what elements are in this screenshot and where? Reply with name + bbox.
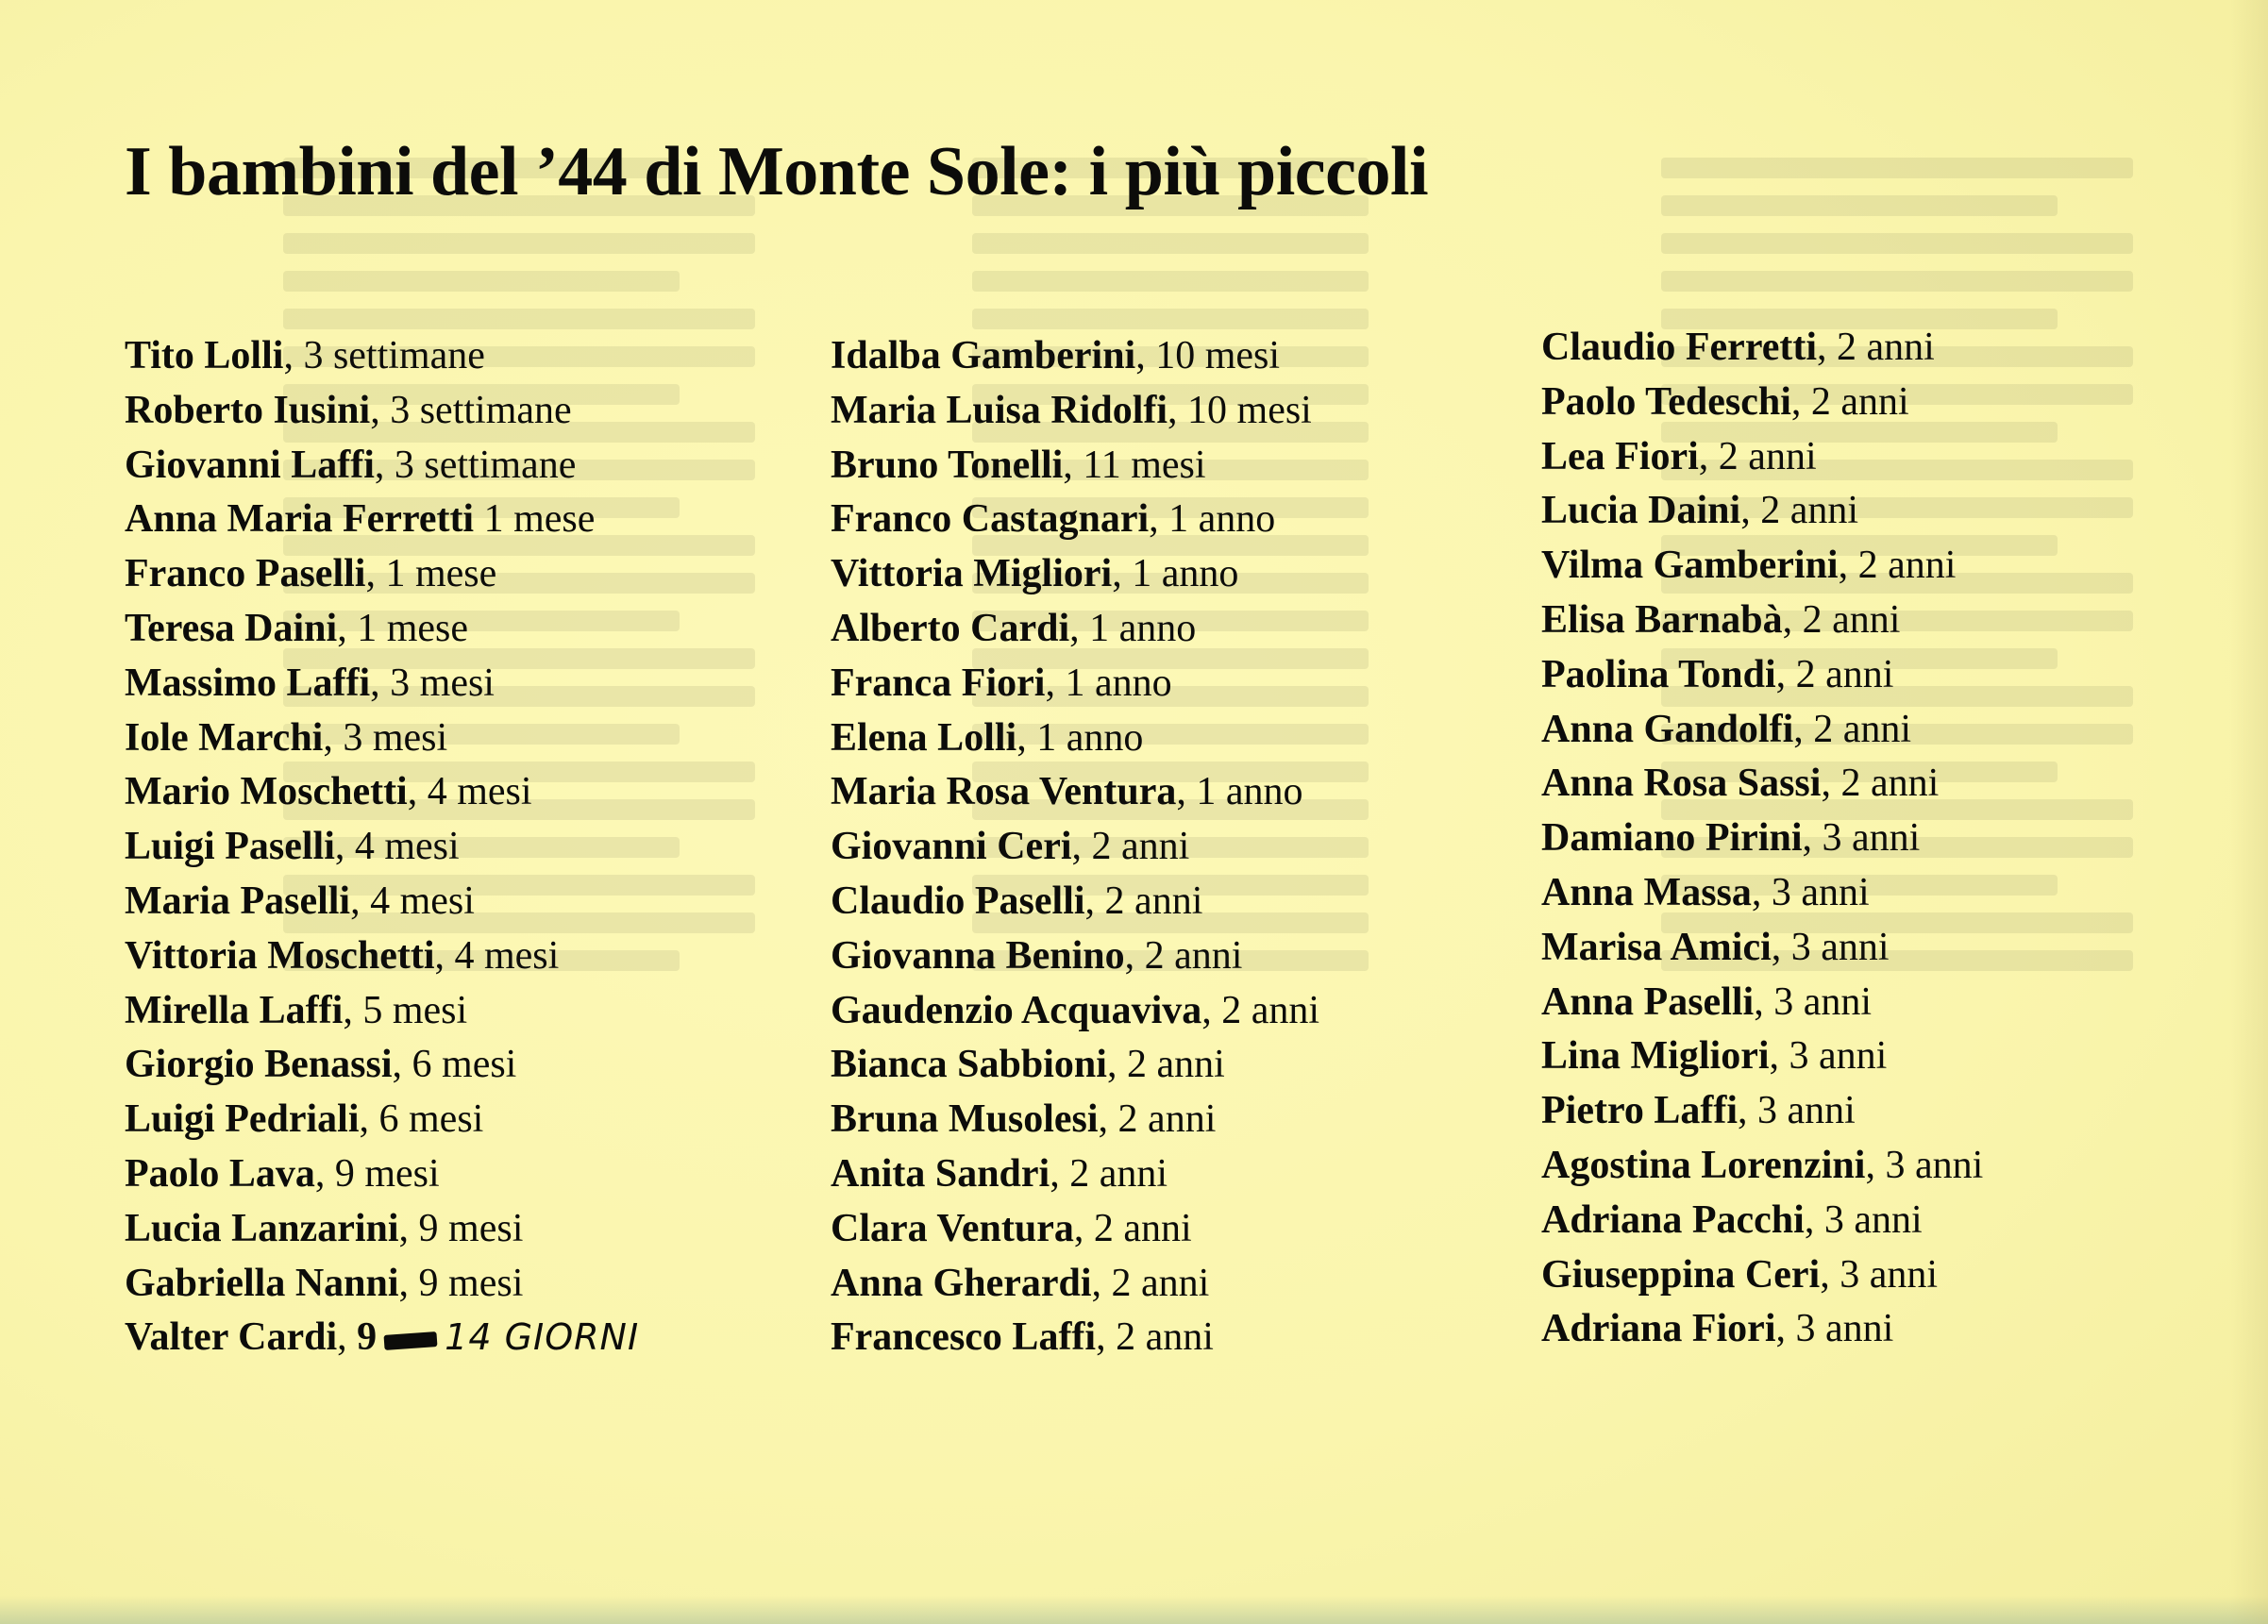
child-entry [1541, 757, 1983, 812]
child-entry [1541, 976, 1983, 1030]
child-name: Massimo Laffi [125, 661, 371, 705]
child-age: , 6 mesi [359, 1097, 484, 1142]
child-entry [125, 602, 639, 657]
child-entry [831, 875, 1319, 929]
child-age: , 9 mesi [398, 1206, 524, 1250]
child-entry [831, 984, 1319, 1039]
child-name: Luigi Paselli [125, 825, 335, 869]
child-name: Elisa Barnabà [1541, 597, 1783, 642]
child-entry [831, 820, 1319, 875]
child-name: Tito Lolli [125, 334, 284, 377]
child-age: , 3 settimane [374, 443, 577, 487]
child-entry [831, 1311, 1319, 1365]
child-age: , 3 anni [1738, 1089, 1856, 1133]
child-entry-corrected [125, 1311, 639, 1365]
child-age: , 2 anni [1782, 597, 1901, 642]
child-age: , 4 mesi [407, 770, 532, 814]
child-age: , 9 mesi [314, 1151, 440, 1196]
child-entry [1541, 594, 1983, 648]
child-age: , 2 anni [1821, 762, 1940, 806]
child-name: Marisa Amici [1541, 925, 1772, 969]
child-age: , 3 anni [1775, 1307, 1894, 1351]
child-entry [125, 984, 639, 1039]
child-age: , 3 anni [1771, 925, 1890, 969]
child-age: , 1 mese [365, 552, 497, 596]
child-entry [831, 493, 1319, 547]
child-age: , 10 mesi [1168, 388, 1312, 432]
child-entry [831, 439, 1319, 494]
child-age: 1 mese [474, 497, 596, 542]
child-name: Luigi Pedriali [125, 1097, 360, 1142]
child-age: , 2 anni [1073, 1206, 1192, 1250]
child-age: , 11 mesi [1063, 443, 1206, 487]
child-name: Anna Gherardi [831, 1261, 1092, 1305]
column-1 [125, 329, 639, 1365]
child-entry [831, 929, 1319, 984]
child-age: , 1 anno [1069, 606, 1197, 650]
child-entry [831, 602, 1319, 657]
child-name: Lucia Lanzarini [125, 1206, 399, 1250]
child-entry [831, 547, 1319, 602]
child-name: Anna Rosa Sassi [1541, 762, 1822, 806]
child-name: Franca Fiori [831, 661, 1046, 705]
child-entry [1541, 1194, 1983, 1248]
printed-number: 9 [357, 1315, 378, 1360]
child-age: , 2 anni [1096, 1315, 1214, 1360]
handwritten-text: 14 GIORNI [445, 1316, 640, 1359]
child-age: , 2 anni [1201, 988, 1320, 1032]
child-name: Bruna Musolesi [831, 1097, 1099, 1142]
child-name: Maria Rosa Ventura [831, 770, 1177, 814]
child-entry [831, 1093, 1319, 1147]
child-name: Iole Marchi [125, 715, 324, 760]
child-entry [1541, 1084, 1983, 1139]
child-entry [1541, 866, 1983, 921]
child-age: , 1 anno [1112, 552, 1239, 596]
child-name: Franco Paselli [125, 552, 366, 596]
child-name: Damiano Pirini [1541, 816, 1803, 861]
child-name: Anna Paselli [1541, 979, 1755, 1024]
child-entry [1541, 648, 1983, 703]
child-name: Giovanni Laffi [125, 443, 375, 487]
child-name: Giuseppina Ceri [1541, 1252, 1821, 1297]
child-age: , 10 mesi [1135, 334, 1281, 377]
child-name: Vilma Gamberini [1541, 544, 1839, 588]
child-name: Idalba Gamberini [831, 334, 1136, 377]
child-entry [125, 439, 639, 494]
child-age: , 9 mesi [398, 1261, 524, 1305]
child-name: Giorgio Benassi [125, 1043, 393, 1087]
child-name: Roberto Iusini [125, 388, 371, 432]
child-entry [125, 493, 639, 547]
strikethrough-mark [384, 1331, 438, 1350]
child-name: Maria Paselli [125, 879, 351, 923]
child-entry [831, 765, 1319, 820]
child-age: , 3 anni [1754, 979, 1873, 1024]
child-entry [125, 1093, 639, 1147]
child-name: Anita Sandri [831, 1151, 1050, 1196]
child-entry [1541, 703, 1983, 758]
child-name: Mirella Laffi [125, 988, 344, 1032]
child-entry [125, 765, 639, 820]
child-entry [831, 1038, 1319, 1093]
child-entry [125, 929, 639, 984]
child-name: Gabriella Nanni [125, 1261, 399, 1305]
child-age: , 2 anni [1106, 1043, 1225, 1087]
child-age: , 2 anni [1740, 489, 1859, 533]
child-age: , 3 settimane [370, 388, 572, 432]
child-entry [1541, 1030, 1983, 1084]
child-entry [831, 1202, 1319, 1257]
child-entry [125, 547, 639, 602]
child-name: Paolo Lava [125, 1151, 315, 1196]
child-name: Paolina Tondi [1541, 652, 1776, 696]
child-entry [1541, 1302, 1983, 1357]
child-name: Claudio Paselli [831, 879, 1085, 923]
child-entry [831, 1147, 1319, 1202]
child-age: , 4 mesi [334, 825, 460, 869]
child-age: , 3 anni [1865, 1143, 1984, 1187]
child-age: , 2 anni [1838, 544, 1957, 588]
child-name: Pietro Laffi [1541, 1089, 1738, 1133]
child-name: Claudio Ferretti [1541, 326, 1817, 369]
separator: , [337, 1315, 358, 1360]
child-age: , 2 anni [1124, 933, 1243, 978]
child-name: Anna Maria Ferretti [125, 497, 475, 542]
child-age: , 2 anni [1698, 434, 1817, 478]
child-age: , 3 settimane [283, 334, 485, 377]
child-entry [125, 875, 639, 929]
child-name: Vittoria Moschetti [125, 933, 435, 978]
child-age: , 4 mesi [350, 879, 475, 923]
column-2 [831, 329, 1319, 1365]
handwritten-correction [357, 1311, 639, 1365]
child-entry [1541, 376, 1983, 430]
child-name: Agostina Lorenzini [1541, 1143, 1866, 1187]
child-name: Bruno Tonelli [831, 443, 1064, 487]
child-name: Lucia Daini [1541, 489, 1741, 533]
child-age: , 3 mesi [370, 661, 495, 705]
child-age: , 4 mesi [434, 933, 560, 978]
child-name: Giovanni Ceri [831, 825, 1072, 869]
child-name: Lea Fiori [1541, 434, 1699, 478]
child-entry [125, 384, 639, 439]
child-name: Anna Gandolfi [1541, 707, 1794, 751]
child-name: Vittoria Migliori [831, 552, 1113, 596]
child-age: , 2 anni [1071, 825, 1190, 869]
child-entry [1541, 1139, 1983, 1194]
child-name: Lina Migliori [1541, 1034, 1770, 1079]
page-title: I bambini del ’44 di Monte Sole: i più piccoli [125, 133, 1429, 210]
scan-right-edge [2230, 0, 2268, 1624]
child-entry [831, 329, 1319, 384]
child-entry [125, 820, 639, 875]
child-entry [1541, 430, 1983, 485]
child-entry [125, 329, 639, 384]
child-name: Mario Moschetti [125, 770, 408, 814]
child-age: , 3 anni [1769, 1034, 1888, 1079]
child-age: , 5 mesi [343, 988, 468, 1032]
child-age: , 2 anni [1775, 652, 1894, 696]
child-age: , 3 mesi [323, 715, 448, 760]
child-age: , 1 anno [1176, 770, 1303, 814]
child-entry [125, 657, 639, 712]
child-age: , 2 anni [1817, 326, 1935, 369]
child-age: , 2 anni [1091, 1261, 1210, 1305]
child-entry [125, 1038, 639, 1093]
child-age: , 2 anni [1793, 707, 1912, 751]
child-age: , 1 anno [1149, 497, 1276, 542]
child-entry [1541, 539, 1983, 594]
child-entry [1541, 921, 1983, 976]
child-age: , 1 anno [1045, 661, 1172, 705]
child-entry [1541, 1248, 1983, 1303]
child-age: , 3 anni [1804, 1197, 1923, 1242]
child-name: Teresa Daini [125, 606, 338, 650]
child-name: Francesco Laffi [831, 1315, 1097, 1360]
child-entry [125, 712, 639, 766]
child-age: , 2 anni [1790, 379, 1909, 424]
child-name: Elena Lolli [831, 715, 1017, 760]
child-entry [1541, 321, 1983, 376]
child-name: Adriana Fiori [1541, 1307, 1776, 1351]
child-entry [831, 1257, 1319, 1312]
child-name: Clara Ventura [831, 1206, 1074, 1250]
child-name: Franco Castagnari [831, 497, 1150, 542]
child-age: , 6 mesi [392, 1043, 517, 1087]
child-age: , 2 anni [1050, 1151, 1168, 1196]
child-age: , 1 anno [1016, 715, 1144, 760]
child-age: , 3 anni [1820, 1252, 1939, 1297]
scan-bottom-edge [0, 1596, 2268, 1624]
child-age: , 2 anni [1084, 879, 1203, 923]
child-name: Gaudenzio Acquaviva [831, 988, 1202, 1032]
child-entry [125, 1257, 639, 1312]
child-name: Alberto Cardi [831, 606, 1070, 650]
child-age: , 1 mese [337, 606, 468, 650]
child-age: , 3 anni [1751, 870, 1870, 914]
child-name: Bianca Sabbioni [831, 1043, 1107, 1087]
child-age: , 3 anni [1802, 816, 1921, 861]
child-entry [125, 1147, 639, 1202]
child-name: Anna Massa [1541, 870, 1752, 914]
child-entry [1541, 484, 1983, 539]
child-entry [831, 712, 1319, 766]
child-name: Adriana Pacchi [1541, 1197, 1805, 1242]
child-name: Giovanna Benino [831, 933, 1125, 978]
child-entry [831, 384, 1319, 439]
child-entry [831, 657, 1319, 712]
child-name: Paolo Tedeschi [1541, 379, 1791, 424]
child-name: Valter Cardi [125, 1315, 338, 1360]
child-entry [1541, 812, 1983, 866]
child-entry [125, 1202, 639, 1257]
child-age: , 2 anni [1098, 1097, 1217, 1142]
child-name: Maria Luisa Ridolfi [831, 388, 1168, 432]
column-3 [1541, 321, 1983, 1357]
